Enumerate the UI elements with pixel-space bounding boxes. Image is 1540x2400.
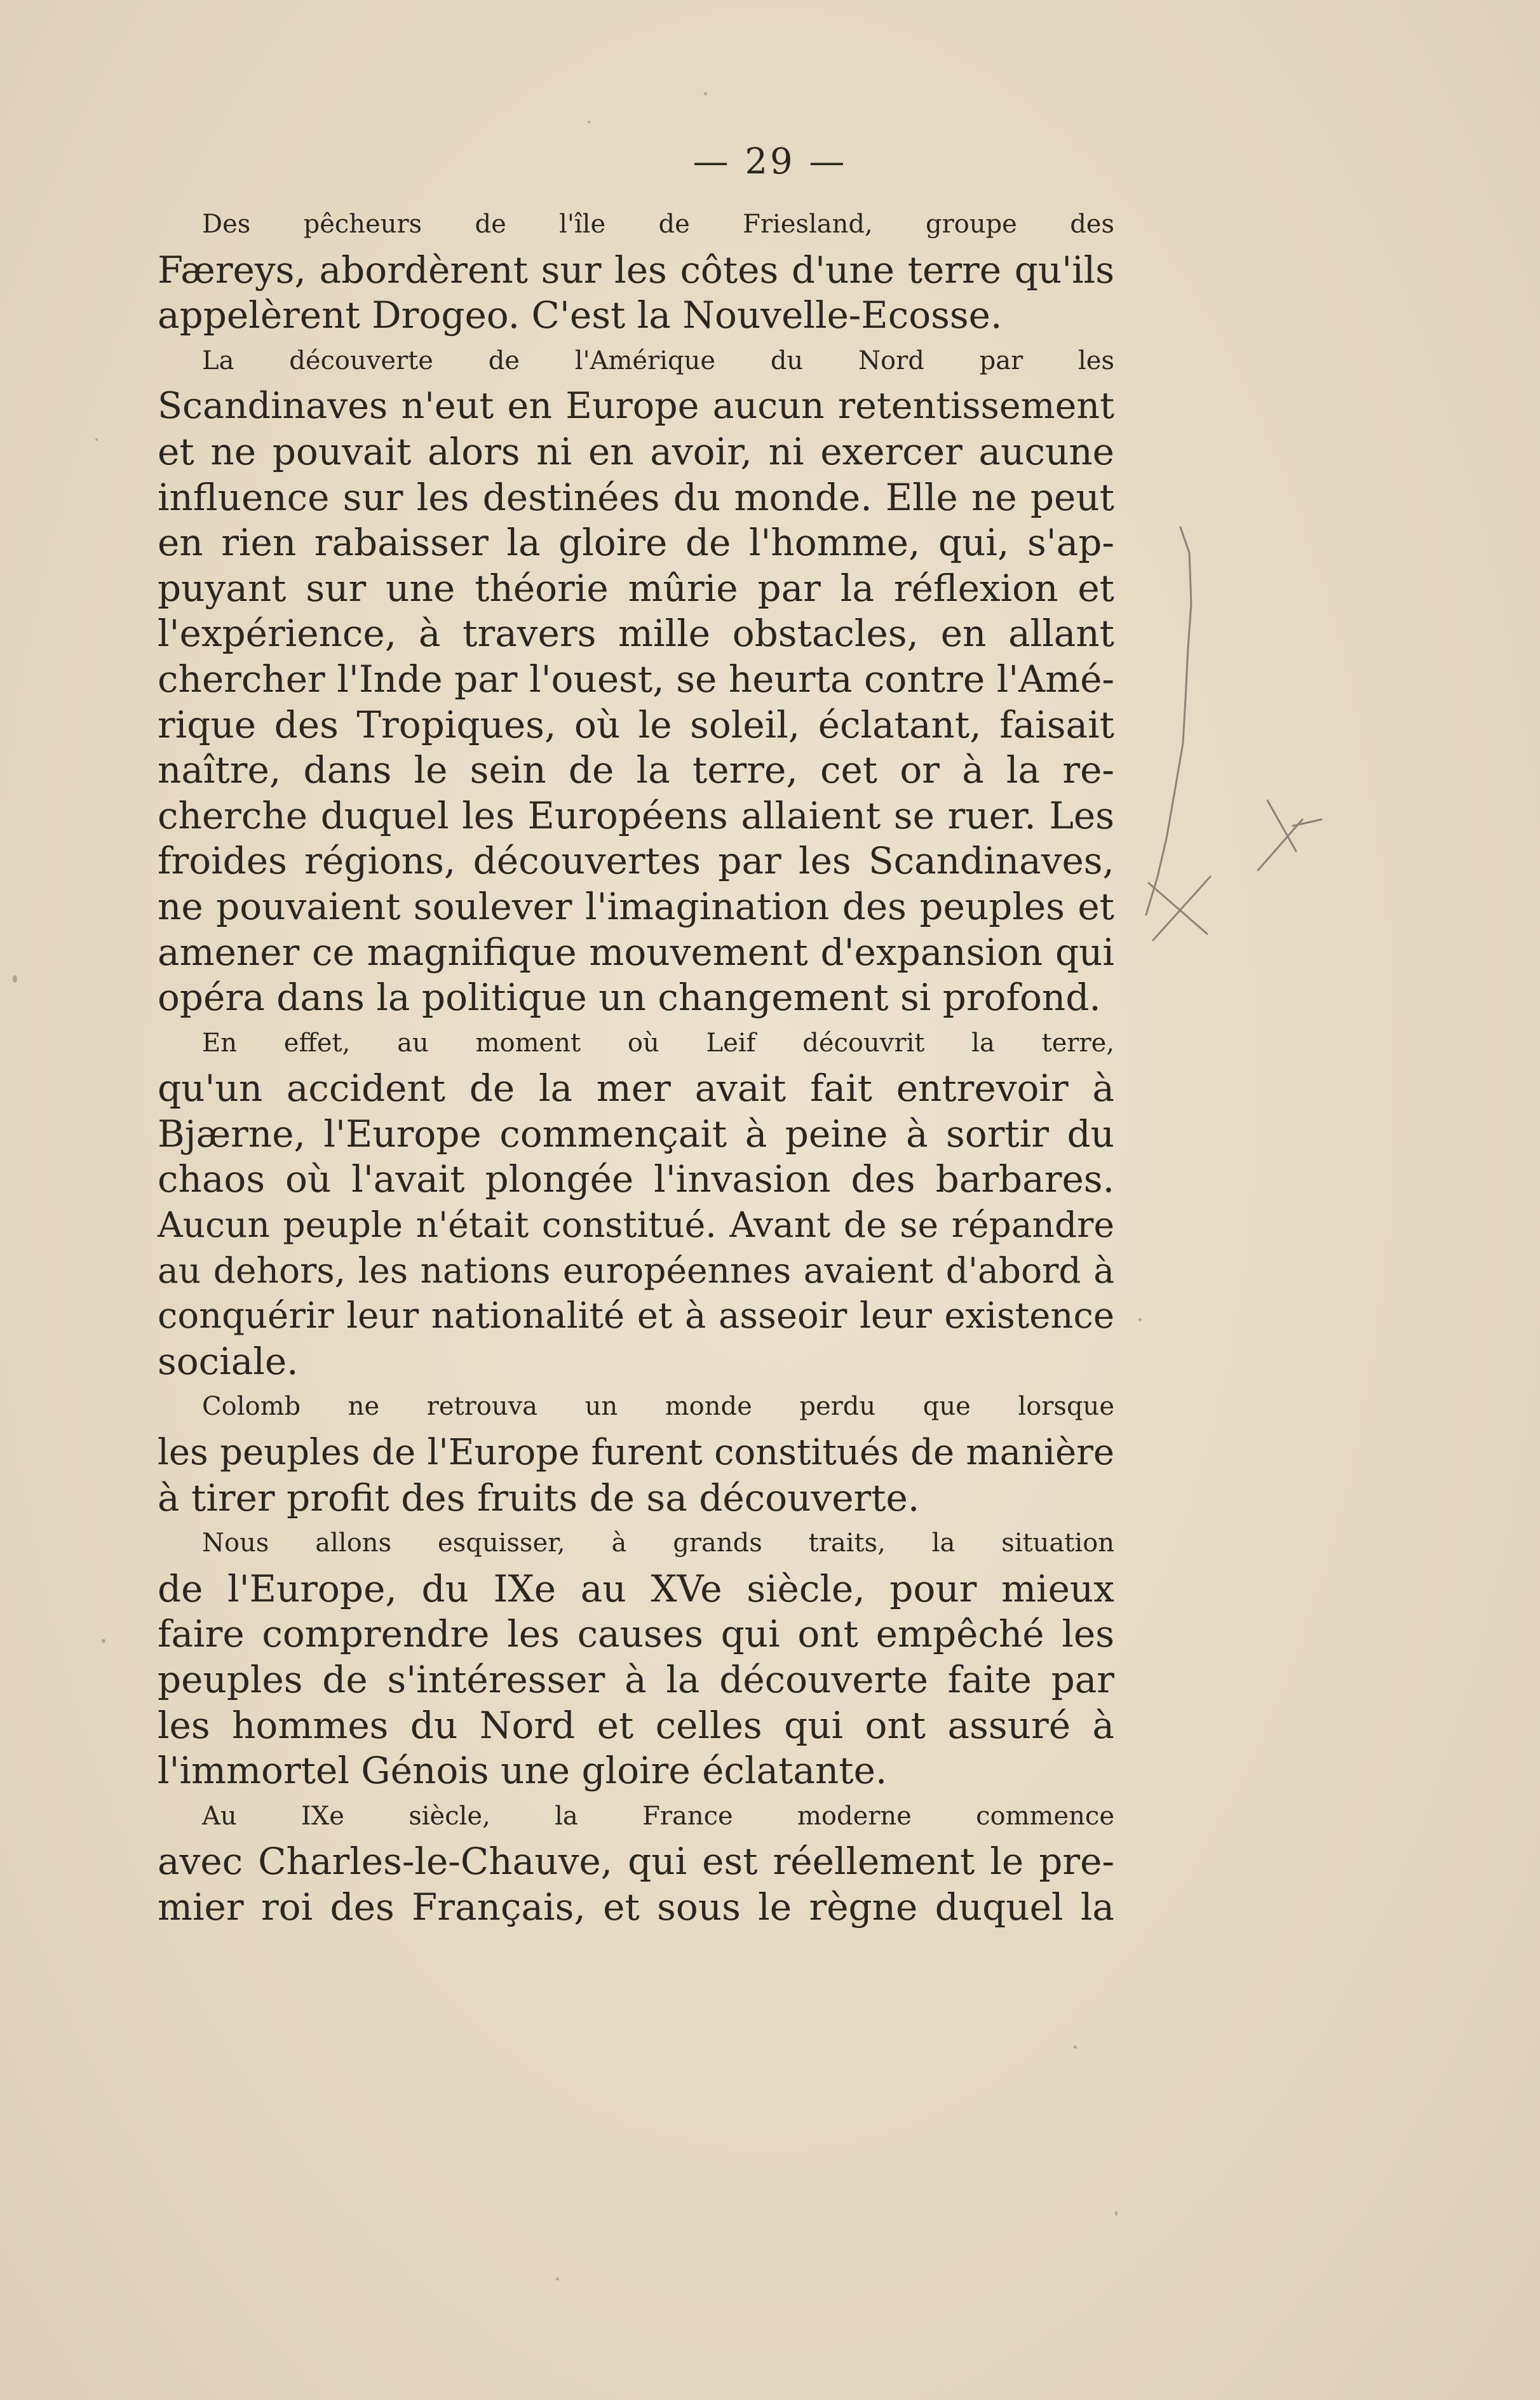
paper-speck [13, 975, 17, 983]
text-line: et ne pouvait alors ni en avoir, ni exercer aucune [158, 429, 1114, 473]
text-line: avec Charles-le-Chauve, qui est réellement le pre- [158, 1840, 1114, 1884]
margin-line-mark [1146, 527, 1191, 915]
text-line: puyant sur une théorie mûrie par la réflexion et [158, 566, 1114, 610]
text-line: sociale. [158, 1339, 299, 1383]
text-line: Au IXe siècle, la France moderne commence [202, 1801, 1114, 1831]
paper-speck [704, 92, 707, 95]
text-line: Colomb ne retrouva un monde perdu que lorsque [202, 1392, 1114, 1422]
text-line: les hommes du Nord et celles qui ont assuré à [158, 1703, 1114, 1747]
text-line: opéra dans la politique un changement si profond. [158, 976, 1101, 1020]
text-line: les peuples de l'Europe furent constitués de manière [158, 1432, 1114, 1474]
text-line: chaos où l'avait plongée l'invasion des barbares. [158, 1157, 1114, 1201]
text-line: chercher l'Inde par l'ouest, se heurta contre l'Amé- [158, 657, 1114, 701]
paper-speck [102, 1639, 105, 1643]
text-line: l'immortel Génois une gloire éclatante. [158, 1749, 888, 1793]
text-line: l'expérience, à travers mille obstacles, en allant [158, 612, 1114, 656]
text-line: Bjærne, l'Europe commençait à peine à sortir du [158, 1112, 1114, 1156]
text-line: faire comprendre les causes qui ont empêché les [158, 1612, 1114, 1656]
margin-tick-mark [1293, 819, 1321, 826]
text-line: au dehors, les nations européennes avaient d'abord à [158, 1250, 1114, 1291]
text-line: de l'Europe, du IXe au XVe siècle, pour mieux [158, 1567, 1114, 1610]
text-line: influence sur les destinées du monde. Elle ne peut [158, 475, 1114, 519]
paper-speck [588, 121, 590, 123]
text-line: Nous allons esquisser, à grands traits, la situation [202, 1528, 1114, 1558]
text-line: naître, dans le sein de la terre, cet or à la re- [158, 748, 1114, 792]
paper-speck [1138, 1318, 1142, 1321]
text-line: Scandinaves n'eut en Europe aucun retentissement [158, 385, 1114, 428]
margin-cross-mark-2 [1258, 800, 1302, 870]
text-line: Aucun peuple n'était constitué. Avant de se répandre [158, 1204, 1114, 1246]
text-line: en rien rabaisser la gloire de l'homme, qui, s'ap- [158, 521, 1114, 565]
text-line: appelèrent Drogeo. C'est la Nouvelle-Ecosse. [158, 293, 1003, 337]
text-line: cherche duquel les Européens allaient se ruer. Les [158, 793, 1114, 837]
margin-cross-mark-1 [1149, 877, 1210, 940]
paper-speck [1074, 2046, 1077, 2049]
paper-speck [556, 2277, 559, 2281]
text-line: En effet, au moment où Leif découvrit la terre, [202, 1028, 1114, 1058]
text-line: Des pêcheurs de l'île de Friesland, groupe des [202, 210, 1114, 239]
paper-speck [1115, 2211, 1118, 2216]
text-line: ne pouvaient soulever l'imagination des peuples et [158, 884, 1114, 928]
text-line: rique des Tropiques, où le soleil, éclatant, faisait [158, 703, 1114, 746]
text-line: amener ce magnifique mouvement d'expansion qui [158, 930, 1114, 974]
text-line: Færeys, abordèrent sur les côtes d'une terre qu'ils [158, 248, 1114, 292]
text-line: mier roi des Français, et sous le règne duquel la [158, 1885, 1114, 1929]
paper-speck [95, 438, 98, 441]
text-line: à tirer profit des fruits de sa découverte. [158, 1476, 920, 1520]
text-line: La découverte de l'Amérique du Nord par les [202, 346, 1114, 375]
text-line: peuples de s'intéresser à la découverte faite par [158, 1658, 1114, 1701]
text-line: froides régions, découvertes par les Scandinaves, [158, 839, 1114, 883]
text-line: conquérir leur nationalité et à asseoir leur existence [158, 1295, 1114, 1337]
page-number: — 29 — [692, 141, 848, 182]
text-line: qu'un accident de la mer avait fait entrevoir à [158, 1067, 1114, 1110]
